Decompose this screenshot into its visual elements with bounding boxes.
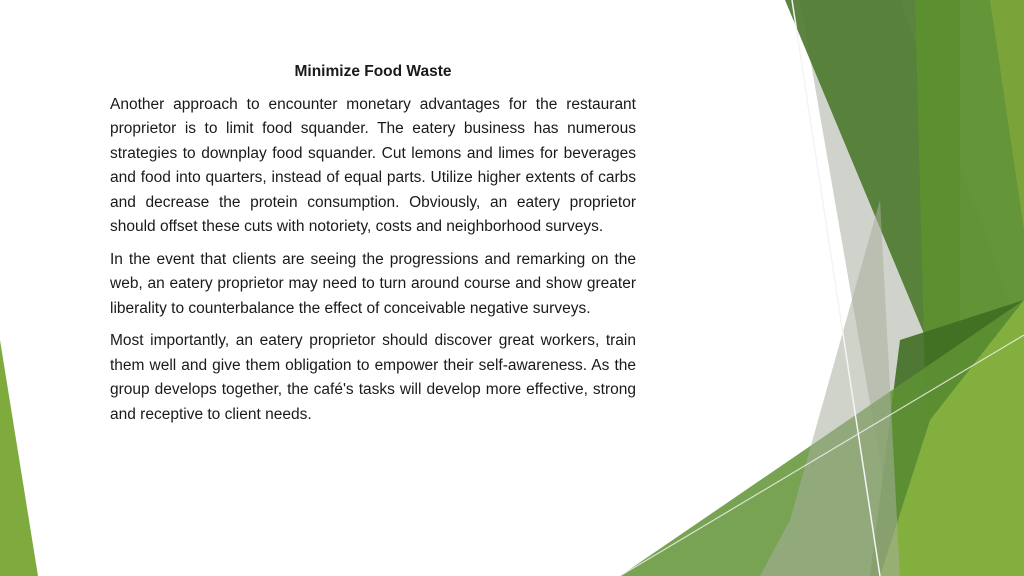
left-green-sliver [0,340,38,576]
paragraph-3: Most importantly, an eatery proprietor should discover great workers, train them well and give them obligation to empower their self-awareness. As the group develops together, the café's tasks will develop more effective, strong and receptive to client needs. [110,332,636,423]
text-content [110,60,636,435]
slide-title: Minimize Food Waste [294,63,452,80]
paragraph-1: Another approach to encounter monetary advantages for the restaurant proprietor is to limit food squander. The eatery business has numerous strategies to downplay food squander. Cut lemons and limes for beverages and food into quarters, instead of equal parts. Utilize higher extents of carbs and decrease the protein consumption. Obviously, an eatery proprietor should offset these cuts with notoriety, costs and neighborhood surveys. [110,95,636,235]
paragraph-2: In the event that clients are seeing the progressions and remarking on the web, an eatery proprietor may need to turn around course and show greater liberality to counterbalance the effect of conceivable negative surveys. [110,250,636,317]
